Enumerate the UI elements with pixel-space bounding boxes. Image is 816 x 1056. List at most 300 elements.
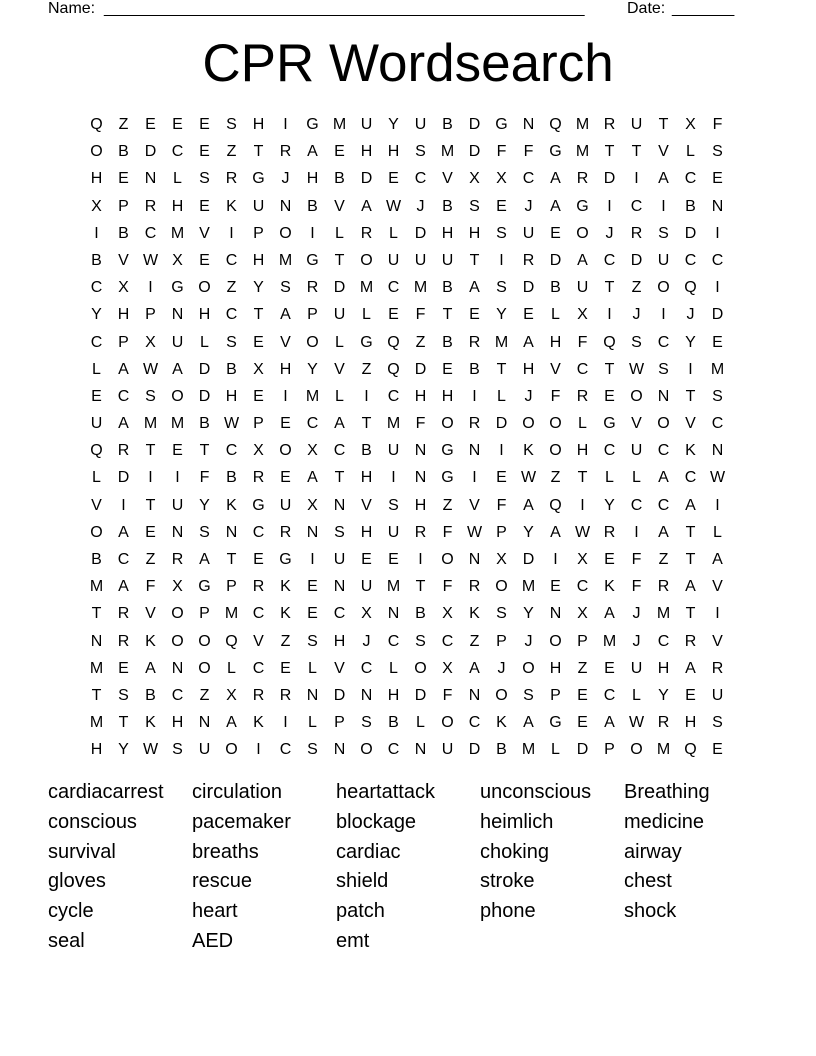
grid-letter: M <box>386 578 401 596</box>
grid-letter: P <box>334 714 345 732</box>
grid-letter: D <box>468 143 481 161</box>
grid-letter: R <box>171 551 184 568</box>
grid-letter: C <box>252 605 265 623</box>
grid-letter: V <box>658 143 669 161</box>
grid-letter: I <box>418 551 423 568</box>
grid-letter: M <box>656 605 671 623</box>
grid-letter: F <box>415 306 426 324</box>
grid-letter: A <box>685 659 696 677</box>
grid-letter: T <box>361 415 372 433</box>
grid-letter: I <box>256 741 261 759</box>
word-list-item: medicine <box>624 810 705 833</box>
grid-letter: L <box>308 659 317 677</box>
grid-letter: H <box>360 143 373 161</box>
grid-row <box>83 628 731 655</box>
grid-letter: F <box>415 415 426 433</box>
grid-letter: M <box>278 251 293 269</box>
grid-letter: E <box>577 714 588 732</box>
grid-letter: W <box>628 714 645 732</box>
grid-letter: G <box>603 415 616 433</box>
grid-letter: G <box>441 469 454 487</box>
grid-letter: Y <box>523 523 534 541</box>
grid-letter: T <box>685 387 696 405</box>
grid-letter: U <box>414 251 427 269</box>
grid-letter: N <box>171 306 184 324</box>
word-list-item: blockage <box>336 810 417 833</box>
grid-letter: B <box>442 279 453 297</box>
grid-letter: M <box>143 415 158 433</box>
grid-letter: P <box>253 415 264 433</box>
grid-letter: H <box>171 197 184 215</box>
grid-letter: R <box>117 442 130 460</box>
word-list-item: heart <box>192 900 238 923</box>
grid-letter: M <box>305 387 320 405</box>
grid-letter: C <box>576 360 589 378</box>
grid-letter: O <box>198 632 211 650</box>
word-list-item: phone <box>480 900 536 923</box>
grid-letter: H <box>414 387 427 405</box>
word-list-item: AED <box>192 929 234 952</box>
grid-letter: V <box>685 415 696 433</box>
grid-letter: I <box>499 251 504 269</box>
grid-letter: S <box>361 714 372 732</box>
grid-letter: R <box>684 632 697 650</box>
grid-letter: B <box>91 251 102 269</box>
grid-letter: K <box>226 197 237 215</box>
grid-row <box>83 519 731 546</box>
grid-letter: S <box>307 741 318 759</box>
grid-letter: X <box>496 551 507 568</box>
grid-letter: Q <box>387 333 400 351</box>
grid-letter: N <box>549 605 562 623</box>
page-title: CPR Wordsearch <box>202 34 614 93</box>
word-list-item: cardiac <box>336 840 401 863</box>
grid-letter: C <box>468 714 481 732</box>
grid-letter: T <box>469 251 480 269</box>
grid-letter: S <box>496 224 507 242</box>
grid-letter: X <box>145 333 156 351</box>
grid-letter: N <box>468 686 481 704</box>
grid-letter: E <box>361 551 372 568</box>
grid-letter: O <box>441 551 454 568</box>
grid-letter: U <box>441 741 454 759</box>
grid-letter: T <box>442 306 453 324</box>
grid-letter: Y <box>388 116 399 133</box>
header <box>48 0 748 20</box>
grid-letter: K <box>226 496 237 514</box>
grid-letter: N <box>387 605 400 623</box>
grid-letter: O <box>576 224 589 242</box>
grid-letter: L <box>335 333 344 351</box>
grid-letter: R <box>603 523 616 541</box>
grid-letter: C <box>252 523 265 541</box>
grid-letter: U <box>198 741 211 759</box>
grid-letter: H <box>198 306 211 324</box>
grid-letter: R <box>522 251 535 269</box>
grid-letter: S <box>334 523 345 541</box>
grid-letter: I <box>634 170 639 188</box>
grid-letter: O <box>198 659 211 677</box>
grid-letter: N <box>306 686 319 704</box>
grid-letter: W <box>142 741 159 759</box>
grid-letter: I <box>148 469 153 487</box>
grid-letter: O <box>657 415 670 433</box>
grid-letter: A <box>523 333 534 351</box>
grid-letter: E <box>199 116 210 133</box>
grid-letter: Z <box>226 279 237 297</box>
word-list-item: stroke <box>480 870 535 893</box>
grid-letter: E <box>388 551 399 568</box>
grid-letter: S <box>118 686 129 704</box>
grid-letter: R <box>279 143 292 161</box>
grid-letter: A <box>307 143 318 161</box>
grid-letter: H <box>549 333 562 351</box>
grid-letter: Z <box>118 116 129 133</box>
grid-letter: D <box>576 741 589 759</box>
grid-letter: C <box>117 551 130 568</box>
grid-letter: I <box>94 224 99 242</box>
grid-letter: T <box>604 143 615 161</box>
grid-letter: A <box>280 306 291 324</box>
grid-letter: H <box>252 116 265 133</box>
grid-letter: R <box>657 714 670 732</box>
word-list-item: cardiacarrest <box>48 781 164 803</box>
grid-letter: A <box>577 251 588 269</box>
grid-letter: C <box>414 170 427 188</box>
grid-letter: C <box>333 442 346 460</box>
grid-letter: V <box>712 578 723 596</box>
grid-letter: T <box>685 605 696 623</box>
grid-row <box>83 573 731 600</box>
grid-letter: N <box>144 170 157 188</box>
grid-letter: X <box>226 686 237 704</box>
grid-letter: I <box>499 442 504 460</box>
grid-letter: U <box>171 333 184 351</box>
grid-letter: O <box>171 632 184 650</box>
grid-letter: O <box>522 659 535 677</box>
grid-letter: A <box>145 659 156 677</box>
grid-letter: I <box>715 605 720 623</box>
grid-letter: I <box>391 469 396 487</box>
grid-letter: N <box>171 523 184 541</box>
grid-letter: H <box>171 714 184 732</box>
grid-letter: C <box>90 333 103 351</box>
grid-letter: M <box>575 116 590 133</box>
grid-letter: I <box>229 224 234 242</box>
grid-letter: B <box>199 415 210 433</box>
grid-letter: L <box>227 659 236 677</box>
grid-letter: X <box>307 442 318 460</box>
grid-letter: D <box>630 251 643 269</box>
grid-letter: S <box>415 143 426 161</box>
grid-letter: I <box>472 387 477 405</box>
grid-letter: E <box>199 143 210 161</box>
grid-letter: X <box>91 197 102 215</box>
grid-letter: O <box>657 279 670 297</box>
grid-letter: K <box>280 605 291 623</box>
grid-letter: T <box>91 686 102 704</box>
grid-letter: J <box>524 632 533 650</box>
grid-row <box>83 709 731 736</box>
grid-letter: R <box>603 116 616 133</box>
grid-letter: S <box>712 143 723 161</box>
word-list <box>48 778 768 957</box>
grid-letter: C <box>603 251 616 269</box>
grid-letter: O <box>441 714 454 732</box>
grid-letter: T <box>496 360 507 378</box>
letter-grid <box>83 111 731 764</box>
grid-letter: Y <box>658 686 669 704</box>
word-list-item: chest <box>624 870 672 893</box>
grid-letter: K <box>145 632 156 650</box>
grid-letter: H <box>387 686 400 704</box>
grid-letter: S <box>712 387 723 405</box>
grid-letter: E <box>280 469 291 487</box>
grid-letter: V <box>145 605 156 623</box>
grid-letter: N <box>468 442 481 460</box>
word-list-item: heartattack <box>336 781 435 803</box>
grid-letter: A <box>604 605 615 623</box>
grid-letter: B <box>226 360 237 378</box>
grid-letter: T <box>334 251 345 269</box>
grid-letter: M <box>386 415 401 433</box>
grid-letter: B <box>334 170 345 188</box>
grid-letter: D <box>522 551 535 568</box>
grid-letter: L <box>200 333 209 351</box>
grid-letter: V <box>334 197 345 215</box>
grid-letter: O <box>414 659 427 677</box>
grid-letter: M <box>332 116 347 133</box>
word-list-item: heimlich <box>480 810 554 833</box>
grid-letter: G <box>495 116 508 133</box>
grid-letter: O <box>495 686 508 704</box>
grid-letter: E <box>199 197 210 215</box>
grid-letter: U <box>522 224 535 242</box>
grid-letter: A <box>118 360 129 378</box>
grid-letter: A <box>523 714 534 732</box>
grid-letter: N <box>468 551 481 568</box>
grid-letter: E <box>388 170 399 188</box>
grid-letter: U <box>657 251 670 269</box>
name-label: Name: <box>48 0 96 17</box>
grid-letter: F <box>496 143 507 161</box>
grid-row <box>83 329 731 356</box>
grid-letter: T <box>226 551 237 568</box>
grid-letter: G <box>252 496 265 514</box>
grid-letter: P <box>496 523 507 541</box>
date-field[interactable]: _______ <box>672 0 735 17</box>
word-list-item: choking <box>480 840 549 863</box>
grid-letter: T <box>253 306 264 324</box>
grid-letter: E <box>604 659 615 677</box>
grid-letter: B <box>118 224 129 242</box>
grid-letter: D <box>198 387 211 405</box>
grid-letter: V <box>442 170 453 188</box>
grid-letter: B <box>361 442 372 460</box>
word-list-item: shield <box>336 870 389 893</box>
grid-letter: E <box>523 306 534 324</box>
grid-letter: V <box>118 251 129 269</box>
grid-letter: F <box>496 496 507 514</box>
grid-letter: X <box>577 605 588 623</box>
grid-letter: N <box>711 442 724 460</box>
grid-letter: V <box>631 415 642 433</box>
grid-letter: C <box>387 741 400 759</box>
grid-letter: F <box>712 116 723 133</box>
grid-letter: X <box>172 251 183 269</box>
grid-letter: C <box>657 496 670 514</box>
grid-letter: D <box>603 170 616 188</box>
grid-letter: C <box>657 333 670 351</box>
grid-letter: M <box>89 714 104 732</box>
grid-letter: T <box>685 551 696 568</box>
grid-letter: M <box>224 605 239 623</box>
grid-letter: W <box>628 360 645 378</box>
grid-letter: B <box>388 714 399 732</box>
grid-letter: N <box>171 659 184 677</box>
grid-letter: Q <box>684 741 697 759</box>
grid-letter: S <box>199 170 210 188</box>
grid-letter: D <box>333 686 346 704</box>
grid-letter: Z <box>415 333 426 351</box>
grid-letter: M <box>89 578 104 596</box>
grid-letter: U <box>414 116 427 133</box>
grid-letter: L <box>605 469 614 487</box>
grid-letter: M <box>89 659 104 677</box>
grid-letter: I <box>715 224 720 242</box>
grid-letter: N <box>225 523 238 541</box>
grid-letter: L <box>92 469 101 487</box>
grid-letter: R <box>117 605 130 623</box>
grid-letter: Y <box>604 496 615 514</box>
grid-letter: C <box>522 170 535 188</box>
grid-row <box>83 301 731 328</box>
grid-letter: V <box>91 496 102 514</box>
grid-letter: M <box>413 279 428 297</box>
grid-letter: A <box>658 170 669 188</box>
grid-letter: T <box>685 523 696 541</box>
grid-letter: V <box>334 659 345 677</box>
grid-letter: C <box>657 632 670 650</box>
grid-letter: E <box>712 741 723 759</box>
grid-letter: I <box>283 387 288 405</box>
grid-letter: D <box>198 360 211 378</box>
grid-letter: D <box>333 279 346 297</box>
grid-letter: C <box>684 251 697 269</box>
grid-row <box>83 464 731 491</box>
grid-letter: E <box>253 333 264 351</box>
grid-letter: R <box>279 523 292 541</box>
grid-letter: P <box>199 605 210 623</box>
grid-letter: A <box>550 197 561 215</box>
grid-letter: E <box>145 116 156 133</box>
grid-letter: H <box>657 659 670 677</box>
grid-letter: Q <box>684 279 697 297</box>
grid-letter: D <box>711 306 724 324</box>
grid-letter: V <box>550 360 561 378</box>
grid-row <box>83 682 731 709</box>
grid-letter: D <box>360 170 373 188</box>
grid-row <box>83 383 731 410</box>
grid-letter: I <box>364 387 369 405</box>
grid-letter: O <box>522 415 535 433</box>
grid-letter: U <box>387 523 400 541</box>
grid-letter: H <box>279 360 292 378</box>
grid-letter: S <box>523 686 534 704</box>
grid-letter: C <box>711 251 724 269</box>
grid-letter: T <box>658 116 669 133</box>
grid-letter: H <box>441 224 454 242</box>
grid-letter: A <box>118 415 129 433</box>
grid-letter: I <box>310 551 315 568</box>
grid-letter: U <box>576 279 589 297</box>
grid-letter: A <box>658 469 669 487</box>
grid-letter: O <box>90 143 103 161</box>
grid-letter: E <box>91 387 102 405</box>
grid-letter: X <box>577 306 588 324</box>
grid-letter: H <box>333 632 346 650</box>
grid-letter: E <box>550 224 561 242</box>
grid-letter: C <box>225 251 238 269</box>
grid-letter: Z <box>658 551 669 568</box>
grid-row <box>83 247 731 274</box>
grid-letter: R <box>468 578 481 596</box>
grid-letter: B <box>550 279 561 297</box>
grid-letter: G <box>306 251 319 269</box>
grid-letter: I <box>607 197 612 215</box>
grid-row <box>83 736 731 763</box>
grid-letter: E <box>307 578 318 596</box>
grid-letter: C <box>576 578 589 596</box>
grid-row <box>83 138 731 165</box>
grid-letter: Q <box>549 496 562 514</box>
grid-letter: Y <box>496 306 507 324</box>
grid-letter: A <box>118 578 129 596</box>
grid-letter: O <box>549 442 562 460</box>
grid-letter: L <box>173 170 182 188</box>
grid-letter: M <box>521 741 536 759</box>
grid-row <box>83 356 731 383</box>
grid-letter: S <box>307 632 318 650</box>
grid-letter: O <box>360 741 373 759</box>
grid-letter: H <box>360 523 373 541</box>
grid-letter: E <box>604 551 615 568</box>
grid-letter: O <box>549 632 562 650</box>
grid-letter: H <box>414 496 427 514</box>
grid-letter: S <box>658 224 669 242</box>
name-field[interactable]: ______________________________________________________ <box>104 0 585 17</box>
grid-letter: C <box>387 279 400 297</box>
grid-letter: R <box>144 197 157 215</box>
grid-letter: L <box>335 387 344 405</box>
grid-letter: D <box>117 469 130 487</box>
grid-letter: N <box>198 714 211 732</box>
grid-letter: T <box>118 714 129 732</box>
grid-letter: Q <box>387 360 400 378</box>
grid-letter: Y <box>523 605 534 623</box>
grid-row <box>83 165 731 192</box>
grid-letter: U <box>360 578 373 596</box>
grid-letter: N <box>414 442 427 460</box>
grid-letter: W <box>142 251 159 269</box>
grid-letter: H <box>252 251 265 269</box>
grid-letter: O <box>360 251 373 269</box>
grid-letter: C <box>90 279 103 297</box>
grid-letter: J <box>524 197 533 215</box>
grid-letter: M <box>440 143 455 161</box>
grid-letter: E <box>496 469 507 487</box>
grid-letter: C <box>441 632 454 650</box>
